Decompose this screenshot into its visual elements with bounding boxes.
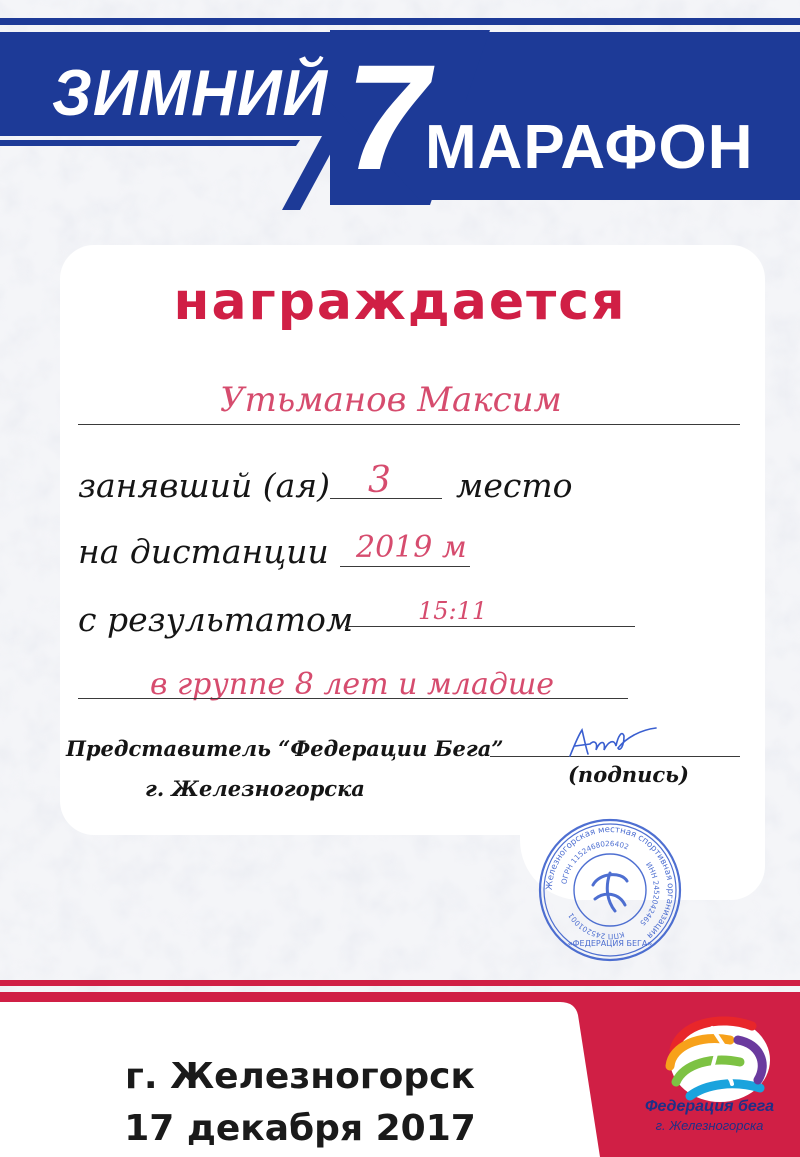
- stamp-outer-text: Железногорская местная спортивная организация: [544, 824, 676, 941]
- representative-title: Представитель “Федерации Бега”: [66, 736, 504, 761]
- group-line: [78, 698, 628, 699]
- place-label: занявший (ая): [78, 466, 330, 505]
- result-value: 15:11: [418, 597, 488, 625]
- award-heading: награждается: [173, 272, 627, 332]
- federation-logo-icon: [660, 1010, 780, 1105]
- title-word-marathon: МАРАФОН: [425, 113, 754, 182]
- footer-date: 17 декабря 2017: [124, 1108, 476, 1149]
- distance-label: на дистанции: [78, 532, 329, 571]
- footer-city: г. Железногорск: [125, 1056, 475, 1097]
- stamp-ogrn: ОГРН 1152468026402: [559, 838, 631, 885]
- distance-line: [340, 566, 470, 567]
- handwritten-signature: [560, 718, 670, 768]
- title-number: 7: [345, 33, 429, 201]
- place-value: 3: [368, 460, 391, 501]
- place-line: [330, 498, 442, 499]
- stamp-bottom-text: «ФЕДЕРАЦИЯ БЕГА»: [567, 939, 653, 948]
- svg-text:КПП 245201001: [566, 911, 625, 941]
- recipient-line: [78, 424, 740, 425]
- stamp-kpp: КПП 245201001: [566, 911, 626, 942]
- federation-city: г. Железногорска: [655, 1118, 764, 1133]
- recipient-name: Утьманов Максим: [220, 380, 562, 420]
- result-label: с результатом: [78, 600, 354, 639]
- group-value: в группе 8 лет и младше: [150, 667, 555, 702]
- stamp-inn: ИНН 2452042465: [638, 860, 662, 928]
- federation-name: Федерация бега: [644, 1098, 775, 1115]
- representative-city: г. Железногорска: [145, 776, 365, 801]
- result-line: [345, 626, 635, 627]
- svg-text:ИНН 2452042465: [638, 860, 661, 927]
- title-word-winter: ЗИМНИЙ: [52, 57, 329, 130]
- place-suffix-label: место: [456, 466, 573, 505]
- signature-caption: (подпись): [568, 762, 689, 787]
- distance-value: 2019 м: [356, 530, 467, 565]
- official-stamp: [535, 815, 685, 965]
